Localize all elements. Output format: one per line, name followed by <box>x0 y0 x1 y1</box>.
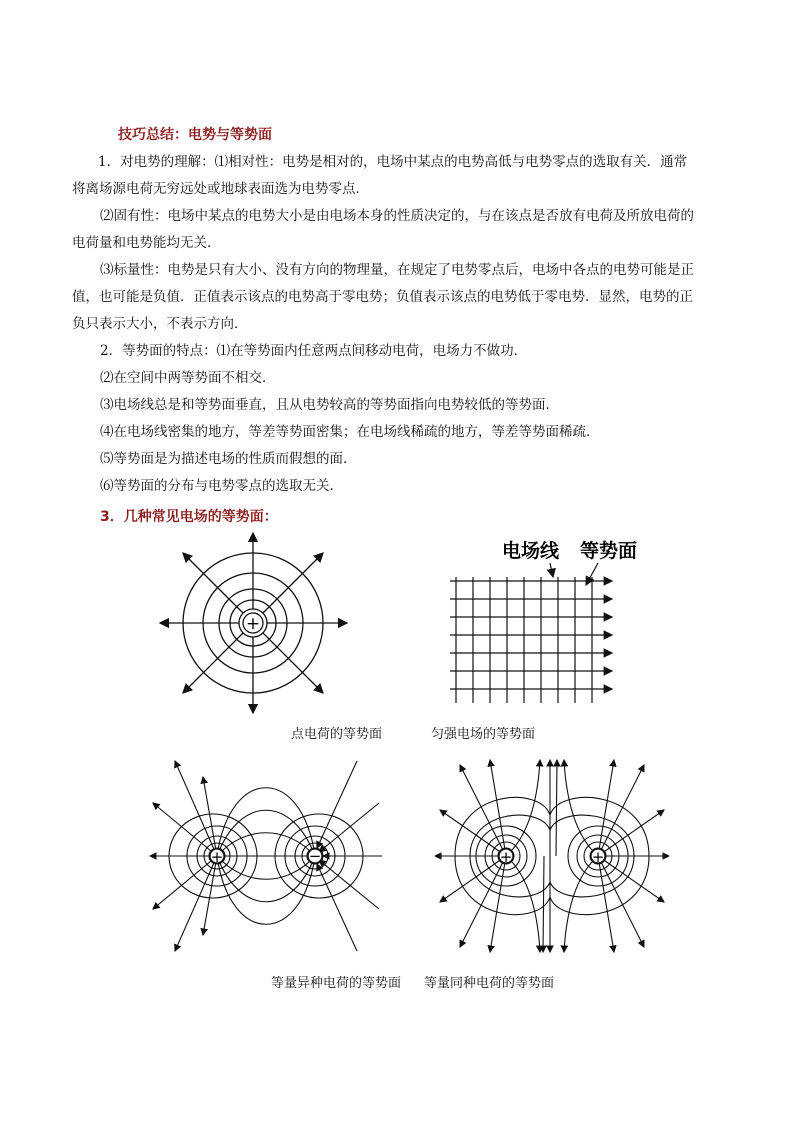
paragraph-line: 2．等势面的特点：⑴在等势面内任意两点间移动电荷，电场力不做功． <box>100 343 528 359</box>
field-line-label: 电场线 <box>502 540 560 562</box>
paragraph-line: 1．对电势的理解：⑴相对性：电势是相对的，电场中某点的电势高低与电势零点的选取有关．通常 <box>98 154 688 170</box>
paragraph-line: 负只表示大小，不表示方向． <box>72 316 248 332</box>
subsection-title: 3．几种常见电场的等势面： <box>100 509 278 525</box>
paragraph-line: 将离场源电荷无穷远处或地球表面选为电势零点． <box>72 181 369 197</box>
charge-plus-symbol: + <box>210 848 224 866</box>
charge-plus-symbol: + <box>499 848 513 866</box>
charge-plus-symbol: + <box>245 614 261 634</box>
opposite-charges-diagram <box>145 755 385 955</box>
same-charges-diagram <box>430 755 670 955</box>
section-title: 技巧总结：电势与等势面 <box>118 127 272 143</box>
paragraph-line: ⑸等势面是为描述电场的性质而假想的面． <box>100 451 357 467</box>
caption-opposite-charges: 等量异种电荷的等势面 <box>271 976 402 991</box>
equipotential-label: 等势面 <box>580 540 638 562</box>
caption-same-charges: 等量同种电荷的等势面 <box>424 976 555 991</box>
uniform-field-diagram <box>440 535 660 710</box>
caption-point-charge: 点电荷的等势面 <box>291 727 383 742</box>
charge-minus-symbol: − <box>308 847 322 865</box>
paragraph-line: ⑶标量性：电势是只有大小、没有方向的物理量，在规定了电势零点后，电场中各点的电势可能是正 <box>100 262 694 278</box>
paragraph-line: 电荷量和电势能均无关． <box>72 235 221 251</box>
paragraph-line: ⑶电场线总是和等势面垂直，且从电势较高的等势面指向电势较低的等势面． <box>100 397 559 413</box>
paragraph-line: 值，也可能是负值．正值表示该点的电势高于零电势；负值表示该点的电势低于零电势．显然，电势的正 <box>72 289 693 305</box>
caption-uniform-field: 匀强电场的等势面 <box>431 727 536 742</box>
paragraph-line: ⑵固有性：电场中某点的电势大小是由电场本身的性质决定的，与在该点是否放有电荷及所放电荷的 <box>100 208 694 224</box>
point-charge-diagram <box>155 530 355 720</box>
paragraph-line: ⑷在电场线密集的地方，等差等势面密集；在电场线稀疏的地方，等差等势面稀疏． <box>100 424 600 440</box>
paragraph-line: ⑵在空间中两等势面不相交． <box>100 370 276 386</box>
paragraph-line: ⑹等势面的分布与电势零点的选取无关． <box>100 478 343 494</box>
charge-plus-symbol: + <box>591 848 605 866</box>
